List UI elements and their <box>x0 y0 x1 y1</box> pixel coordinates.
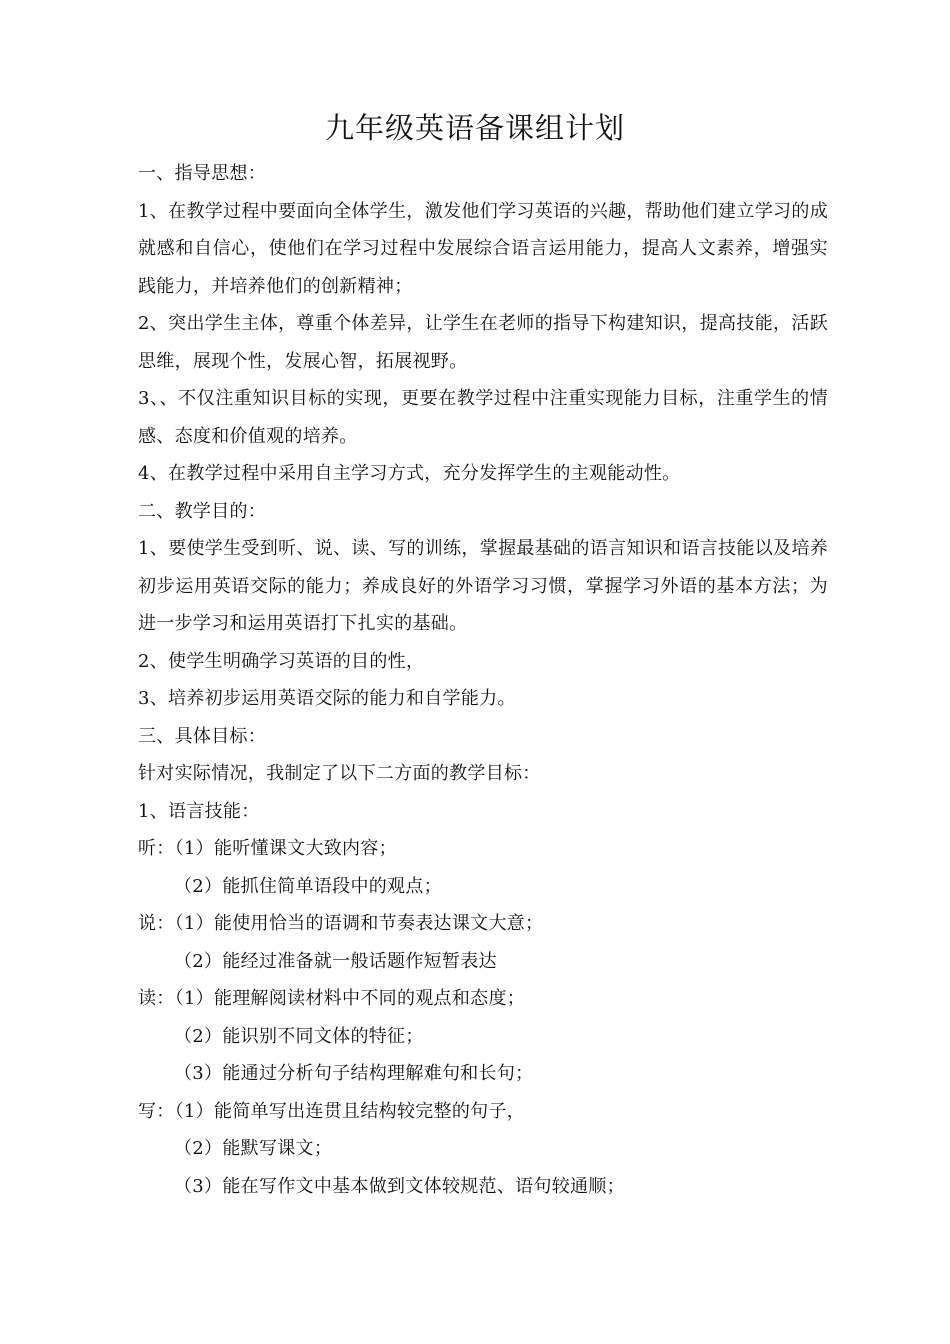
paragraph: 针对实际情况，我制定了以下二方面的教学目标： <box>138 763 541 784</box>
paragraph: 1、要使学生受到听、说、读、写的训练，掌握最基础的语言知识和语言技能以及培养初步运用英语交际的能力；养成良好的外语学习习惯，掌握学习外语的基本方法；为进一步学习和运用英语打下扎实的基础。 <box>138 538 828 634</box>
paragraph: 3、培养初步运用英语交际的能力和自学能力。 <box>138 688 516 709</box>
paragraph: （2）能经过准备就一般话题作短暂表达 <box>174 950 497 972</box>
paragraph: （3）能通过分析句子结构理解难句和长句； <box>174 1063 534 1084</box>
paragraph: （2）能抓住简单语段中的观点； <box>174 875 442 897</box>
paragraph: 3、、不仅注重知识目标的实现，更要在教学过程中注重实现能力目标，注重学生的情感、态度和价值观的培养。 <box>138 388 828 447</box>
paragraph: （3）能在写作文中基本做到文体较规范、语句较通顺； <box>174 1175 625 1197</box>
paragraph: 二、教学目的： <box>138 500 267 522</box>
paragraph: 1、语言技能： <box>138 800 260 822</box>
paragraph: 三、具体目标： <box>138 725 267 747</box>
document-body <box>138 155 828 1205</box>
paragraph: 读：（1）能理解阅读材料中不同的观点和态度； <box>138 988 526 1009</box>
document-title: 九年级英语备课组计划 <box>324 111 625 145</box>
paragraph: 写：（1）能简单写出连贯且结构较完整的句子， <box>138 1100 526 1122</box>
paragraph: 说：（1）能使用恰当的语调和节奏表达课文大意； <box>138 913 544 934</box>
paragraph: 2、使学生明确学习英语的目的性， <box>138 650 425 672</box>
paragraph: 听：（1）能听懂课文大致内容； <box>138 838 397 859</box>
paragraph: （2）能默写课文； <box>174 1138 333 1159</box>
paragraph: 4、在教学过程中采用自主学习方式，充分发挥学生的主观能动性。 <box>138 463 681 484</box>
paragraph: 一、指导思想： <box>138 163 267 184</box>
paragraph: （2）能识别不同文体的特征； <box>174 1025 424 1047</box>
paragraph: 2、突出学生主体，尊重个体差异，让学生在老师的指导下构建知识，提高技能，活跃思维，展现个性，发展心智，拓展视野。 <box>138 313 828 372</box>
paragraph: 1、在教学过程中要面向全体学生，激发他们学习英语的兴趣，帮助他们建立学习的成就感和自信心，使他们在学习过程中发展综合语言运用能力，提高人文素养，增强实践能力，并培养他们的创新精神； <box>138 200 828 297</box>
